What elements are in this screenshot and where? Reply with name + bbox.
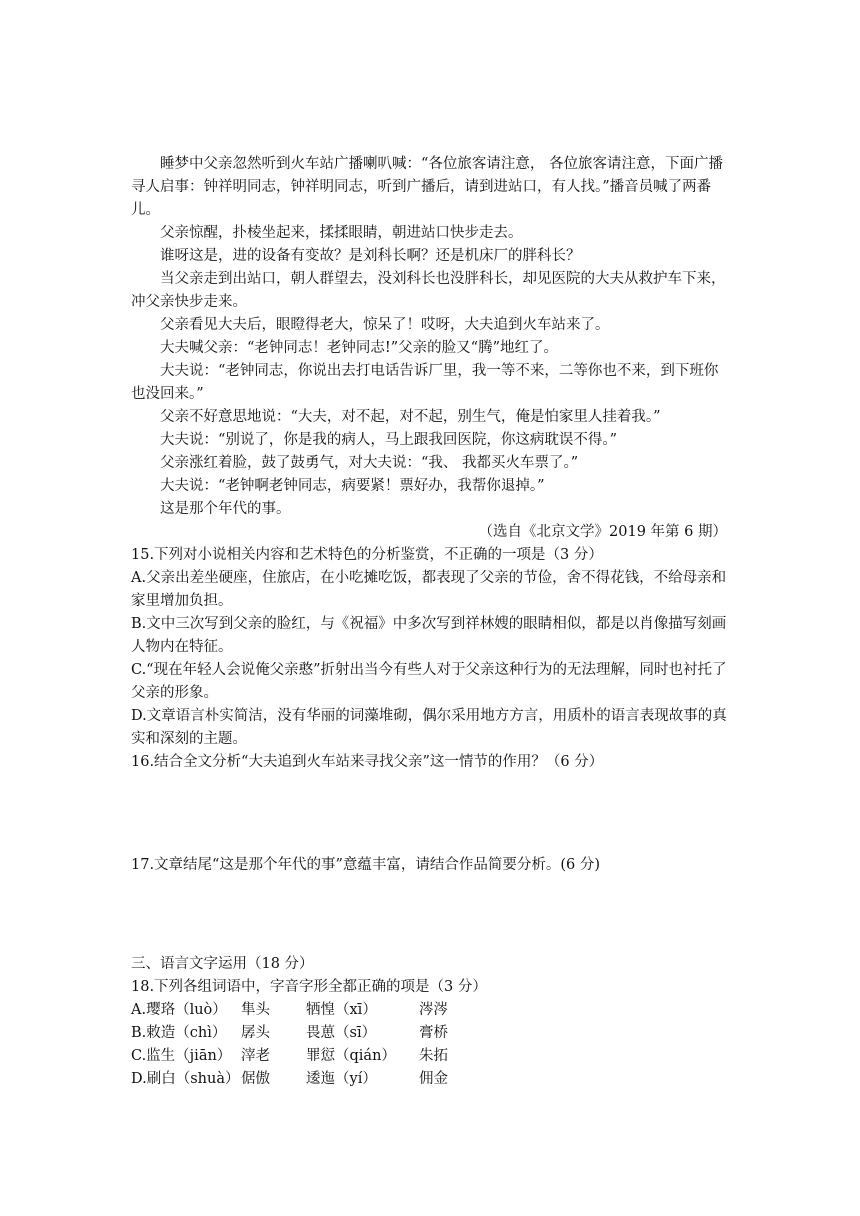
option-word: C.监生（jiān）: [131, 1048, 232, 1064]
document-page: [131, 153, 731, 1091]
option-word: 孱头: [241, 1025, 270, 1041]
story-paragraph: 大夫说：“别说了，你是我的病人，马上跟我回医院，你这病耽误不得。”: [160, 432, 618, 448]
question-15-option-b: B.文中三次写到父亲的脸红，与《祝福》中多次写到祥林嫂的眼睛相似，都是以肖像描写刻画人物内在特征。: [131, 616, 727, 655]
story-paragraph: 谁呀这是，进的设备有变故？是刘科长啊？还是机床厂的胖科长？: [160, 248, 581, 264]
option-word: 牺惶（xī）: [306, 1002, 377, 1018]
option-word: 膏桥: [419, 1025, 448, 1041]
question-18-option-row: [131, 1022, 731, 1045]
story-paragraph: 父亲不好意思地说：“大夫，对不起，对不起，别生气，俺是怕家里人挂着我。”: [160, 409, 661, 425]
story-paragraph: 这是那个年代的事。: [160, 501, 291, 517]
option-word: 滓老: [241, 1048, 270, 1064]
story-paragraph: 大夫喊父亲：“老钟同志！老钟同志!”父亲的脸又“腾”地红了。: [160, 340, 558, 356]
story-paragraph: 父亲涨红着脸，鼓了鼓勇气，对大夫说：“我、 我都买火车票了。”: [160, 455, 579, 471]
question-15-option-a: A.父亲出差坐硬座，住旅店，在小吃摊吃饭，都表现了父亲的节俭，舍不得花钱，不给母亲和家里增加负担。: [131, 570, 727, 609]
answer-space-16: [131, 774, 731, 854]
story-paragraph: 当父亲走到出站口，朝人群望去，没刘科长也没胖科长，却见医院的大夫从救护车下来，冲父亲快步走来。: [131, 271, 726, 310]
option-word: D.刷白（shuà）: [131, 1071, 240, 1087]
question-15-option-c: C.“现在年轻人会说俺父亲憨”折射出当今有些人对于父亲这种行为的无法理解，同时也衬托了父亲的形象。: [131, 662, 727, 701]
question-18-option-row: [131, 1045, 731, 1068]
option-word: 隼头: [241, 1002, 270, 1018]
option-word: B.敕造（chì）: [131, 1025, 227, 1041]
story-paragraph: 大夫说：“老钟同志，你说出去打电话告诉厂里，我一等不来，二等你也不来，到下班你也没回来。”: [131, 363, 719, 402]
story-paragraph: 父亲惊醒，扑棱坐起来，揉揉眼睛，朝进站口快步走去。: [160, 225, 523, 241]
option-word: 佣金: [419, 1071, 448, 1087]
question-15-option-d: D.文章语言朴实简洁，没有华丽的词藻堆砌，偶尔采用地方方言，用质朴的语言表现故事的真实和深刻的主题。: [131, 708, 727, 747]
story-paragraph: 父亲看见大夫后，眼瞪得老大，惊呆了！哎呀，大夫追到火车站来了。: [160, 317, 610, 333]
question-17: 17.文章结尾“这是那个年代的事”意蕴丰富，请结合作品简要分析。(6 分): [131, 857, 601, 873]
option-word: 朱拓: [419, 1048, 448, 1064]
option-word: 畏葸（sī）: [306, 1025, 377, 1041]
question-15-stem: 15.下列对小说相关内容和艺术特色的分析鉴赏，不正确的一项是（3 分）: [131, 547, 603, 563]
option-word: 逶迤（yí）: [306, 1071, 377, 1087]
source-citation: （选自《北京文学》2019 年第 6 期）: [478, 524, 727, 540]
question-18-stem: 18.下列各组词语中，字音字形全都正确的项是（3 分）: [131, 979, 487, 995]
option-word: 倨傲: [241, 1071, 270, 1087]
section-heading: 三、语言文字运用（18 分）: [131, 956, 314, 972]
question-18-option-row: [131, 1068, 731, 1091]
question-16: 16.结合全文分析“大夫追到火车站来寻找父亲”这一情节的作用？（6 分）: [131, 754, 604, 770]
option-word: 罪愆（qián）: [306, 1048, 396, 1064]
question-18-option-row: [131, 999, 731, 1022]
answer-space-17: [131, 877, 731, 953]
option-word: A.璎珞（luò）: [131, 1002, 227, 1018]
story-paragraph: 睡梦中父亲忽然听到火车站广播喇叭喊：“各位旅客请注意， 各位旅客请注意，下面广播寻人启事：钟祥明同志，钟祥明同志，听到广播后，请到进站口，有人找。”播音员喊了两番儿。: [131, 156, 724, 218]
option-word: 涔涔: [419, 1002, 448, 1018]
story-paragraph: 大夫说：“老钟啊老钟同志，病要紧！票好办，我帮你退掉。”: [160, 478, 545, 494]
